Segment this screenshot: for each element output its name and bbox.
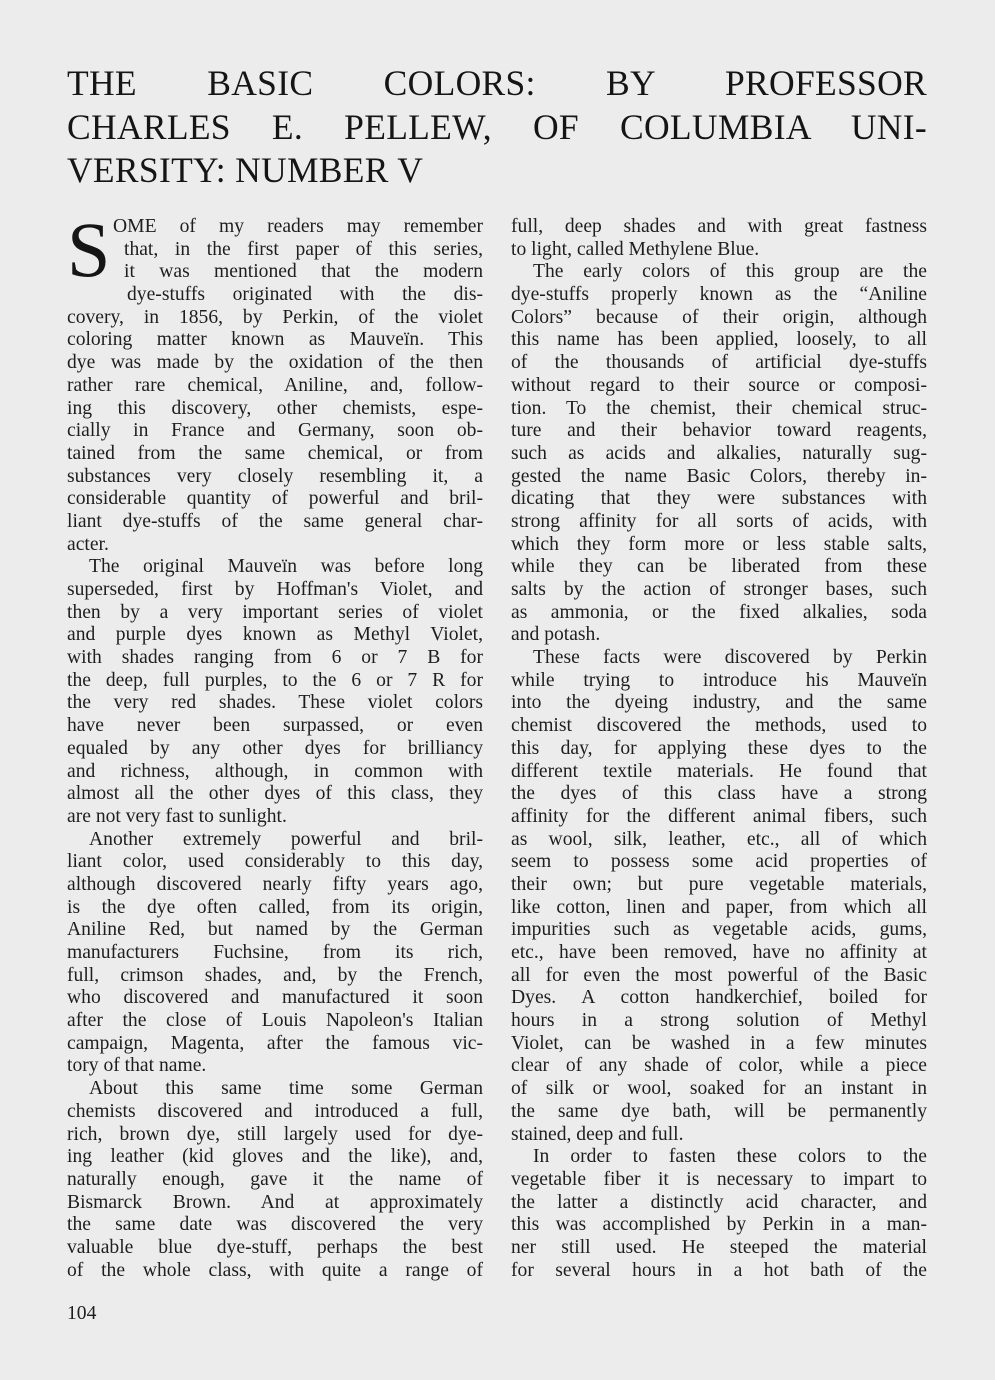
text-line: have never been surpassed, or even [67,715,483,737]
text-line: almost all the other dyes of this class, they [67,783,483,805]
text-line: chemist discovered the methods, used to [511,715,927,737]
text-line: full, deep shades and with great fastness [511,216,927,237]
text-line: liant color, used considerably to this day, [67,851,483,873]
text-line: naturally enough, gave it the name of [67,1168,483,1190]
text-line: hours in a strong solution of Methyl [511,1010,927,1032]
text-line: valuable blue dye-stuff, perhaps the best [67,1236,483,1258]
text-line: this name has been applied, loosely, to all [511,329,927,351]
text-line: equaled by any other dyes for brilliancy [67,737,483,759]
text-line: the dyes of this class have a strong [511,783,927,805]
text-line: such as acids and alkalies, naturally sug- [511,442,927,464]
text-line: is the dye often called, from its origin, [67,896,483,918]
title-line: CHARLES E. PELLEW, OF COLUMBIA UNI- [67,106,927,147]
text-line: These facts were discovered by Perkin [533,647,927,669]
title-line: VERSITY: NUMBER V [67,150,424,190]
text-line: the latter a distinctly acid character, and [511,1191,927,1213]
text-line: cially in France and Germany, soon ob- [67,420,483,442]
right-column [511,216,927,1282]
text-line: of the thousands of artificial dye-stuffs [511,352,927,374]
text-line: campaign, Magenta, after the famous vic- [67,1032,483,1054]
text-line: strong affinity for all sorts of acids, with [511,510,927,532]
title-line: THE BASIC COLORS: BY PROFESSOR [67,63,927,103]
left-column [67,206,483,1282]
text-line: and potash. [511,624,601,646]
text-line: gested the name Basic Colors, thereby in- [511,465,927,487]
text-line: covery, in 1856, by Perkin, of the violet [67,306,483,328]
text-line: dye-stuffs originated with the dis- [127,284,483,306]
text-line: liant dye-stuffs of the same general char- [67,510,483,532]
text-line: dye-stuffs properly known as the “Aniline [511,284,927,306]
text-line: superseded, first by Hoffman's Violet, and [67,579,483,600]
text-line: without regard to their source or composi- [511,374,927,396]
text-line: About this same time some German [89,1078,483,1100]
text-line: manufacturers Fuchsine, from its rich, [67,942,483,963]
text-line: the very red shades. These violet colors [67,692,483,714]
text-line: as ammonia, or the fixed alkalies, soda [511,601,927,623]
text-line: the same dye bath, will be permanently [511,1100,927,1122]
text-line: the same date was discovered the very [67,1214,483,1236]
text-line: of silk or wool, soaked for an instant in [511,1078,927,1100]
text-line: tained from the same chemical, or from [67,442,483,464]
text-line: impurities such as vegetable acids, gums, [511,919,927,941]
text-line: considerable quantity of powerful and bril- [67,488,483,510]
text-line: to light, called Methylene Blue. [511,238,760,260]
text-line: with shades ranging from 6 or 7 B for [67,647,483,669]
text-line: Another extremely powerful and bril- [89,828,483,850]
text-line: affinity for the different animal fibers, such [511,805,927,827]
text-line: rather rare chemical, Aniline, and, follow- [67,374,483,396]
text-line: etc., have been removed, have no affinity at [511,942,927,963]
text-line: into the dyeing industry, and the same [511,692,927,714]
text-line: that, in the first paper of this series, [124,238,483,260]
page-number: 104 [67,1303,97,1324]
text-line: are not very fast to sunlight. [67,805,287,827]
text-line: Aniline Red, but named by the German [67,919,483,941]
text-line: although discovered nearly fifty years ago, [67,873,483,895]
text-line: full, crimson shades, and, by the French, [67,964,483,986]
text-line: Violet, can be washed in a few minutes [511,1032,927,1054]
text-line: OME of my readers may remember [113,216,483,237]
text-line: seem to possess some acid properties of [511,851,927,873]
text-line: of the whole class, with quite a range of [67,1259,483,1281]
text-line: vegetable fiber it is necessary to impart to [511,1168,927,1190]
text-line: ture and their behavior toward reagents, [511,420,927,442]
text-line: which they form more or less stable salts, [511,533,927,555]
text-line: salts by the action of stronger bases, such [511,579,927,600]
text-line: In order to fasten these colors to the [533,1146,927,1168]
text-line: coloring matter known as Mauveïn. This [67,329,483,351]
text-line: dye was made by the oxidation of the then [67,352,483,374]
text-line: The original Mauveïn was before long [89,556,483,578]
text-line: this was accomplished by Perkin in a man- [511,1214,927,1236]
text-line: different textile materials. He found that [511,760,927,782]
text-line: The early colors of this group are the [533,261,927,283]
text-line: ing leather (kid gloves and the like), and, [67,1146,483,1168]
text-line: who discovered and manufactured it soon [67,987,483,1009]
text-line: their own; but pure vegetable materials, [511,873,927,895]
text-line: rich, brown dye, still largely used for dye- [67,1123,483,1145]
text-line: ing this discovery, other chemists, espe- [67,397,483,419]
text-line: Colors” because of their origin, although [511,306,927,328]
text-line: tory of that name. [67,1055,207,1077]
text-line: chemists discovered and introduced a full, [67,1100,483,1122]
text-line: this day, for applying these dyes to the [511,737,927,759]
text-line: the deep, full purples, to the 6 or 7 R for [67,669,483,691]
text-line: while they can be liberated from these [511,556,927,578]
text-line: while trying to introduce his Mauveïn [511,669,927,691]
text-line: as wool, silk, leather, etc., all of which [511,828,927,850]
text-line: substances very closely resembling it, a [67,465,483,487]
text-line: for several hours in a hot bath of the [511,1259,927,1281]
drop-cap: S [67,206,111,293]
text-line: clear of any shade of color, while a piece [511,1055,927,1077]
text-line: all for even the most powerful of the Basic [511,964,927,986]
text-line: and richness, although, in common with [67,760,483,782]
text-line: acter. [67,533,109,555]
text-line: ner still used. He steeped the material [511,1236,927,1258]
text-line: tion. To the chemist, their chemical struc- [511,397,927,419]
text-line: after the close of Louis Napoleon's Italian [67,1010,483,1032]
text-line: like cotton, linen and paper, from which all [511,896,927,918]
article-title [67,62,927,193]
text-line: and purple dyes known as Methyl Violet, [67,624,483,646]
text-line: then by a very important series of violet [67,601,483,623]
text-line: it was mentioned that the modern [124,261,483,283]
text-line: Bismarck Brown. And at approximately [67,1191,483,1213]
text-line: stained, deep and full. [511,1123,684,1145]
opening-paragraph-start [67,206,483,293]
text-line: dicating that they were substances with [511,488,927,510]
text-line: Dyes. A cotton handkerchief, boiled for [511,987,927,1009]
